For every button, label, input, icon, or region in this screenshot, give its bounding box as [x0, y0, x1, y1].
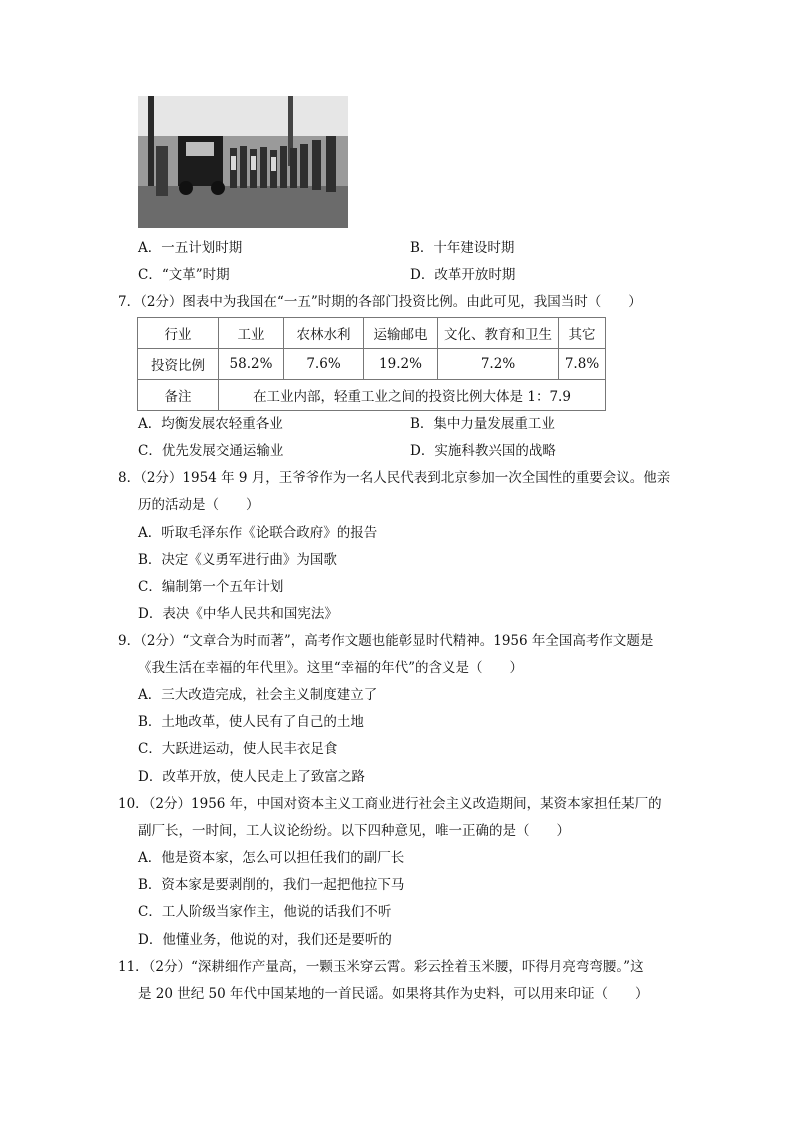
- investment-table: [137, 317, 606, 411]
- q10-stem-line1: 10．（2分）1956 年，中国对资本主义工商业进行社会主义改造期间，某资本家担任某厂的: [118, 796, 662, 812]
- q9-option-d: D．改革开放，使人民走上了致富之路: [138, 769, 365, 785]
- q6-option-d: D．改革开放时期: [410, 267, 516, 283]
- table-cell: 工业: [219, 318, 284, 349]
- q7-option-b: B．集中力量发展重工业: [410, 416, 555, 432]
- q9-option-c: C．大跃进运动，使人民丰衣足食: [138, 741, 338, 757]
- table-cell: 其它: [559, 318, 606, 349]
- q10-option-a: A．他是资本家，怎么可以担任我们的副厂长: [138, 850, 405, 866]
- table-note-row: [138, 380, 606, 411]
- table-cell: 文化、教育和卫生: [438, 318, 559, 349]
- q7-stem: 7．（2分）图表中为我国在“一五”时期的各部门投资比例。由此可见，我国当时（ ）: [118, 294, 642, 310]
- q9-option-b: B．土地改革，使人民有了自己的土地: [138, 714, 364, 730]
- historical-photo-truck: [138, 96, 348, 228]
- q9-stem-line2: 《我生活在幸福的年代里》。这里“幸福的年代”的含义是（ ）: [138, 660, 524, 676]
- table-row: [138, 349, 606, 380]
- photo-illustration: [138, 96, 348, 228]
- q9-option-a: A．三大改造完成，社会主义制度建立了: [138, 687, 378, 703]
- q8-stem-line1: 8．（2分）1954 年 9 月，王爷爷作为一名人民代表到北京参加一次全国性的重要会议。他亲: [118, 470, 671, 486]
- q7-option-c: C．优先发展交通运输业: [138, 443, 284, 459]
- table-cell: 运输邮电: [364, 318, 438, 349]
- table-cell: 7.2%: [438, 349, 559, 380]
- q8-option-b: B．决定《义勇军进行曲》为国歌: [138, 552, 337, 568]
- q8-option-d: D．表决《中华人民共和国宪法》: [138, 606, 338, 622]
- q11-stem-line2: 是 20 世纪 50 年代中国某地的一首民谣。如果将其作为史料，可以用来印证（ ）: [138, 986, 649, 1002]
- table-cell: 行业: [138, 318, 219, 349]
- q6-option-c: C．“文革”时期: [138, 267, 230, 283]
- table-cell: 7.8%: [559, 349, 606, 380]
- table-cell: 19.2%: [364, 349, 438, 380]
- q8-stem-line2: 历的活动是（ ）: [138, 497, 260, 513]
- q6-option-a: A．一五计划时期: [138, 240, 243, 256]
- q10-option-c: C．工人阶级当家作主，他说的话我们不听: [138, 904, 392, 920]
- table-cell: 农林水利: [284, 318, 364, 349]
- q10-option-d: D．他懂业务，他说的对，我们还是要听的: [138, 932, 392, 948]
- table-note-text: 在工业内部，轻重工业之间的投资比例大体是 1：7.9: [219, 380, 606, 411]
- q7-option-a: A．均衡发展农轻重各业: [138, 416, 283, 432]
- q10-stem-line2: 副厂长，一时间，工人议论纷纷。以下四种意见，唯一正确的是（ ）: [138, 823, 570, 839]
- table-header-row: [138, 318, 606, 349]
- q7-option-d: D．实施科教兴国的战略: [410, 443, 556, 459]
- table-cell: 投资比例: [138, 349, 219, 380]
- q9-stem-line1: 9．（2分）“文章合为时而著”，高考作文题也能彰显时代精神。1956 年全国高考作文题是: [118, 633, 654, 649]
- q8-option-a: A．听取毛泽东作《论联合政府》的报告: [138, 525, 378, 541]
- table-note-label: 备注: [138, 380, 219, 411]
- table-cell: 7.6%: [284, 349, 364, 380]
- q6-option-b: B．十年建设时期: [410, 240, 515, 256]
- table-cell: 58.2%: [219, 349, 284, 380]
- q8-option-c: C．编制第一个五年计划: [138, 579, 284, 595]
- q10-option-b: B．资本家是要剥削的，我们一起把他拉下马: [138, 877, 405, 893]
- q11-stem-line1: 11．（2分）“深耕细作产量高，一颗玉米穿云霄。彩云拴着玉米腰，吓得月亮弯弯腰。”这: [118, 959, 644, 975]
